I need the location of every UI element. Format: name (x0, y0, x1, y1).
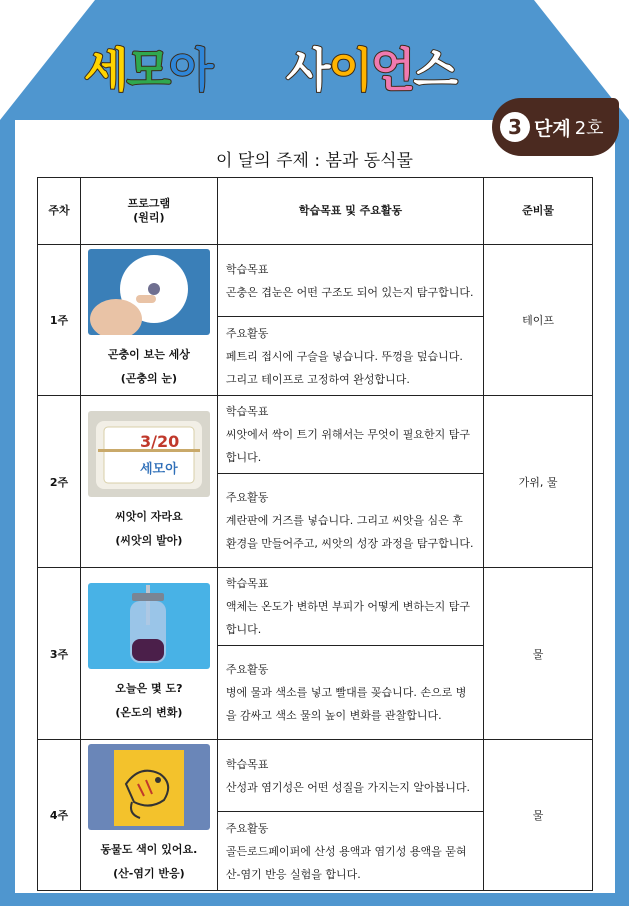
page-title: 이 달의 주제 : 봄과 동식물 (216, 151, 413, 171)
program-cell: 동물도 색이 있어요. (산-염기 반응) (80, 740, 217, 891)
level-label: 단계 (534, 117, 571, 140)
table-row (38, 740, 593, 812)
materials-cell: 테이프 (484, 245, 593, 396)
insect-eye-photo (88, 249, 210, 335)
table-row (38, 396, 593, 474)
header-materials: 준비물 (484, 178, 593, 245)
svg-text:3/20: 3/20 (139, 431, 180, 451)
week-cell: 3주 (38, 568, 81, 740)
activity-cell: 주요활동 골든로드페이퍼에 산성 용액과 염기성 용액을 묻혀 산-염기 반응 실험을 합니다. (217, 812, 483, 891)
week-cell: 4주 (38, 740, 81, 891)
activity-cell: 주요활동 페트리 접시에 구슬을 넣습니다. 뚜껑을 덮습니다. 그리고 테이프로 고정하여 완성합니다. (217, 317, 483, 396)
table-header-row (38, 178, 593, 245)
seed-tray-photo (88, 411, 210, 497)
header-program: 프로그램 (원리) (80, 178, 217, 245)
thermometer-bottle-photo (88, 583, 210, 669)
table-row (38, 568, 593, 646)
header-goals: 학습목표 및 주요활동 (217, 178, 483, 245)
goal-cell: 학습목표 액체는 온도가 변하면 부피가 어떻게 변하는지 탐구합니다. (217, 568, 483, 646)
program-cell: 곤충이 보는 세상 (곤충의 눈) (80, 245, 217, 396)
logo-semoa: 세 모 아 (84, 43, 212, 97)
program-cell: 오늘은 몇 도? (온도의 변화) (80, 568, 217, 740)
materials-cell: 물 (484, 568, 593, 740)
activity-cell: 주요활동 계란판에 거즈를 넣습니다. 그리고 씨앗을 심은 후 환경을 만들어주고, 씨앗의 성장 과정을 탐구합니다. (217, 474, 483, 568)
week-cell: 1주 (38, 245, 81, 396)
logo-science: 사 이 언 스 (286, 43, 456, 97)
program-cell: 3/20 세모아 씨앗이 자라요 (씨앗의 발아) (80, 396, 217, 568)
materials-cell: 물 (484, 740, 593, 891)
svg-text:세모아: 세모아 (139, 461, 178, 477)
materials-cell: 가위, 물 (484, 396, 593, 568)
goal-cell: 학습목표 산성과 염기성은 어떤 성질을 가지는지 알아봅니다. (217, 740, 483, 812)
week-cell: 2주 (38, 396, 81, 568)
header-week: 주차 (38, 178, 81, 245)
table-row (38, 245, 593, 317)
goal-cell: 학습목표 곤충은 겹눈은 어떤 구조도 되어 있는지 탐구합니다. (217, 245, 483, 317)
goal-cell: 학습목표 씨앗에서 싹이 트기 위해서는 무엇이 필요한지 탐구합니다. (217, 396, 483, 474)
curriculum-table (37, 177, 593, 891)
issue-label: 2호 (574, 118, 604, 139)
chameleon-paper-photo (88, 744, 210, 830)
level-number: 3 (500, 112, 530, 142)
activity-cell: 주요활동 병에 물과 색소를 넣고 빨대를 꽂습니다. 손으로 병을 감싸고 색소 물의 높이 변화를 관찰합니다. (217, 646, 483, 740)
